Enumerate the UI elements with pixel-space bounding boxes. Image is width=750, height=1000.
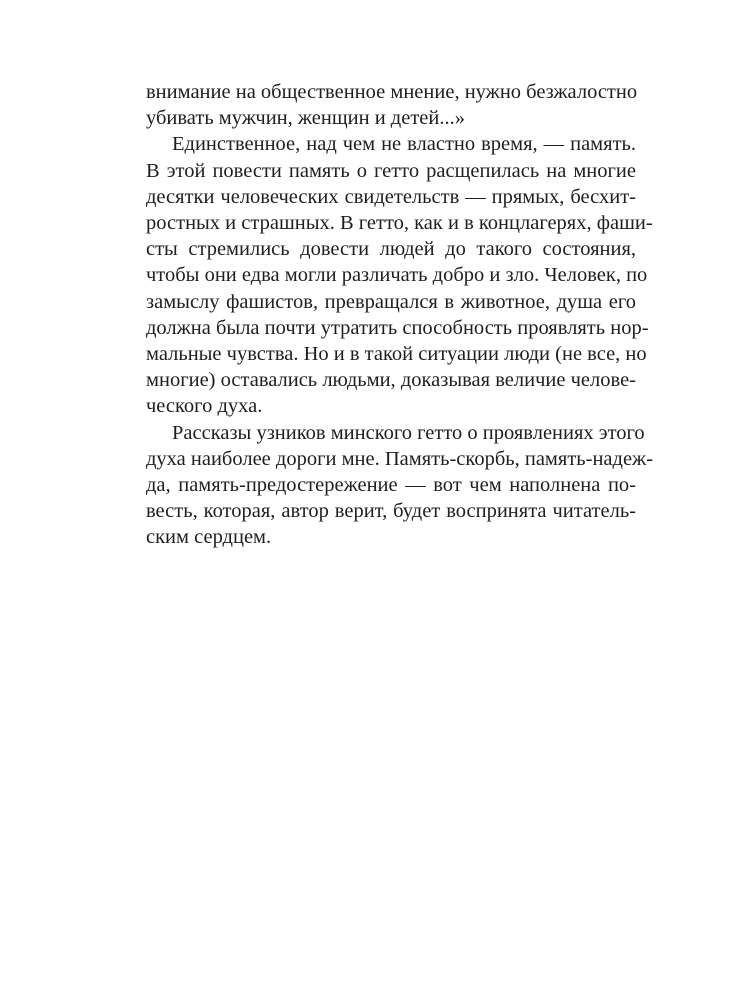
text-line: ростных и страшных. В гетто, как и в концлагерях, фаши-	[146, 212, 653, 235]
text-line: мальные чувства. Но и в такой ситуации люди (не все, но	[146, 343, 647, 366]
text-line: В этой повести память о гетто расщепилась на многие	[146, 159, 636, 182]
text-line: убивать мужчин, женщин и детей...»	[146, 107, 465, 130]
paragraph-2	[146, 131, 653, 419]
text-line: весть, которая, автор верит, будет воспринята читатель-	[146, 500, 636, 523]
text-line: да, память-предостережение — вот чем наполнена по-	[146, 474, 636, 497]
text-line: Единственное, над чем не властно время, — память.	[172, 133, 636, 156]
text-line: внимание на общественное мнение, нужно безжалостно	[146, 81, 638, 103]
text-line: многие) оставались людьми, доказывая величие челове-	[146, 369, 636, 392]
text-line: Рассказы узников минского гетто о проявлениях этого	[172, 421, 645, 444]
text-line: замыслу фашистов, превращался в животное, душа его	[146, 290, 636, 313]
text-line: должна была почти утратить способность проявлять нор-	[146, 316, 649, 339]
paragraph-1	[146, 79, 636, 131]
text-line: чтобы они едва могли различать добро и зло. Человек, по	[146, 264, 648, 287]
paragraph-3	[146, 420, 654, 551]
text-line: духа наиболее дороги мне. Память-скорбь, память-надеж-	[146, 447, 654, 470]
text-line: ческого духа.	[146, 395, 263, 418]
text-line: сты стремились довести людей до такого состояния,	[146, 238, 636, 261]
body-text	[146, 79, 654, 551]
text-line: ским сердцем.	[146, 526, 272, 549]
text-line: десятки человеческих свидетельств — прямых, бесхит-	[146, 185, 636, 208]
